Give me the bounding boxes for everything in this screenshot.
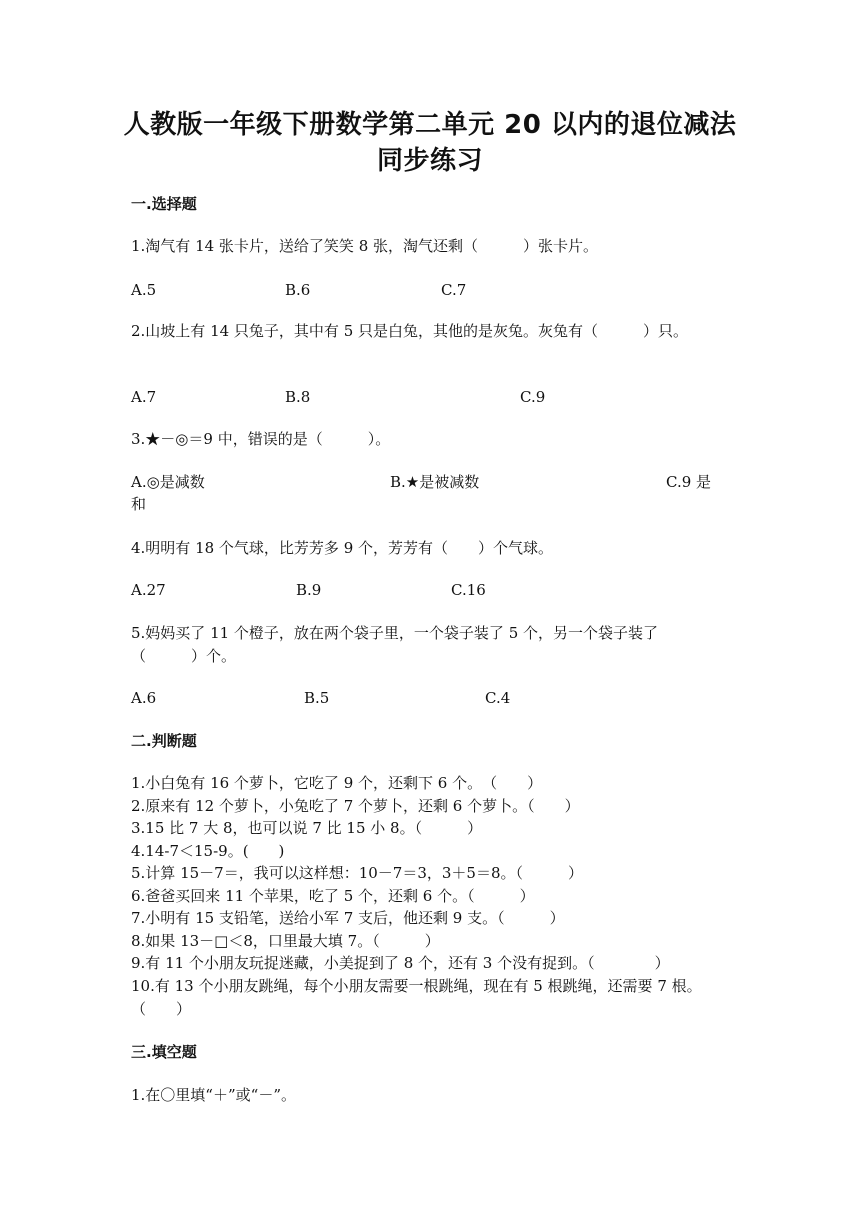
option-c: C.16 — [451, 581, 486, 599]
page-title-line-1: 人教版一年级下册数学第二单元 20 以内的退位减法 — [123, 110, 737, 140]
section-heading-fill-in: 三.填空题 — [131, 1043, 197, 1061]
judgement-item: 1.小白兔有 16 个萝卜，它吃了 9 个，还剩下 6 个。 （ ） — [131, 774, 543, 792]
page-title-line-2: 同步练习 — [376, 146, 483, 176]
judgement-item: 9.有 11 个小朋友玩捉迷藏，小美捉到了 8 个，还有 3 个没有捉到。（ ） — [131, 954, 670, 972]
option-b: B.5 — [304, 689, 330, 707]
option-b: B.9 — [296, 581, 322, 599]
option-c: C.7 — [441, 281, 467, 299]
option-c: C.9 — [520, 388, 546, 406]
option-b: B.★是被减数 — [390, 473, 480, 491]
option-a: A.6 — [131, 689, 157, 707]
option-b: B.6 — [285, 281, 311, 299]
option-c: C.4 — [485, 689, 511, 707]
option-b: B.8 — [285, 388, 311, 406]
fill-in-item: 1.在〇里填“＋”或“－”。 — [131, 1086, 296, 1104]
judgement-item: 3.15 比 7 大 8，也可以说 7 比 15 小 8。（ ） — [131, 819, 483, 837]
question-text: 2.山坡上有 14 只兔子，其中有 5 只是白兔，其他的是灰兔。灰兔有（ ）只。 — [131, 322, 689, 340]
question-text: 1.淘气有 14 张卡片，送给了笑笑 8 张，淘气还剩（ ）张卡片。 — [131, 237, 599, 255]
option-c-continued: 和 — [131, 495, 147, 513]
judgement-item: 2.原来有 12 个萝卜，小兔吃了 7 个萝卜，还剩 6 个萝卜。（ ） — [131, 797, 580, 815]
section-heading-choice: 一.选择题 — [131, 195, 197, 213]
option-a: A.◎是减数 — [131, 473, 205, 491]
option-c: C.9 是 — [666, 473, 712, 491]
option-a: A.7 — [131, 388, 157, 406]
option-a: A.5 — [131, 281, 157, 299]
judgement-item: 10.有 13 个小朋友跳绳，每个小朋友需要一根跳绳，现在有 5 根跳绳，还需要 7 根。（ ） — [131, 977, 702, 1018]
judgement-item: 4.14-7＜15-9。( ) — [131, 842, 285, 860]
option-a: A.27 — [131, 581, 166, 599]
question-text: 3.★－◎＝9 中，错误的是（ ）。 — [131, 430, 391, 448]
question-text: 5.妈妈买了 11 个橙子，放在两个袋子里，一个袋子装了 5 个，另一个袋子装了（ ）个。 — [131, 624, 659, 665]
judgement-item: 5.计算 15－7＝，我可以这样想：10－7＝3，3＋5＝8。（ ） — [131, 864, 584, 882]
judgement-item: 8.如果 13－□＜8，口里最大填 7。（ ） — [131, 932, 440, 950]
section-heading-judgement: 二.判断题 — [131, 732, 197, 750]
judgement-item: 7.小明有 15 支铅笔，送给小军 7 支后，他还剩 9 支。（ ） — [131, 909, 565, 927]
judgement-item: 6.爸爸买回来 11 个苹果，吃了 5 个，还剩 6 个。（ ） — [131, 887, 535, 905]
question-text: 4.明明有 18 个气球，比芳芳多 9 个，芳芳有（ ）个气球。 — [131, 539, 554, 557]
